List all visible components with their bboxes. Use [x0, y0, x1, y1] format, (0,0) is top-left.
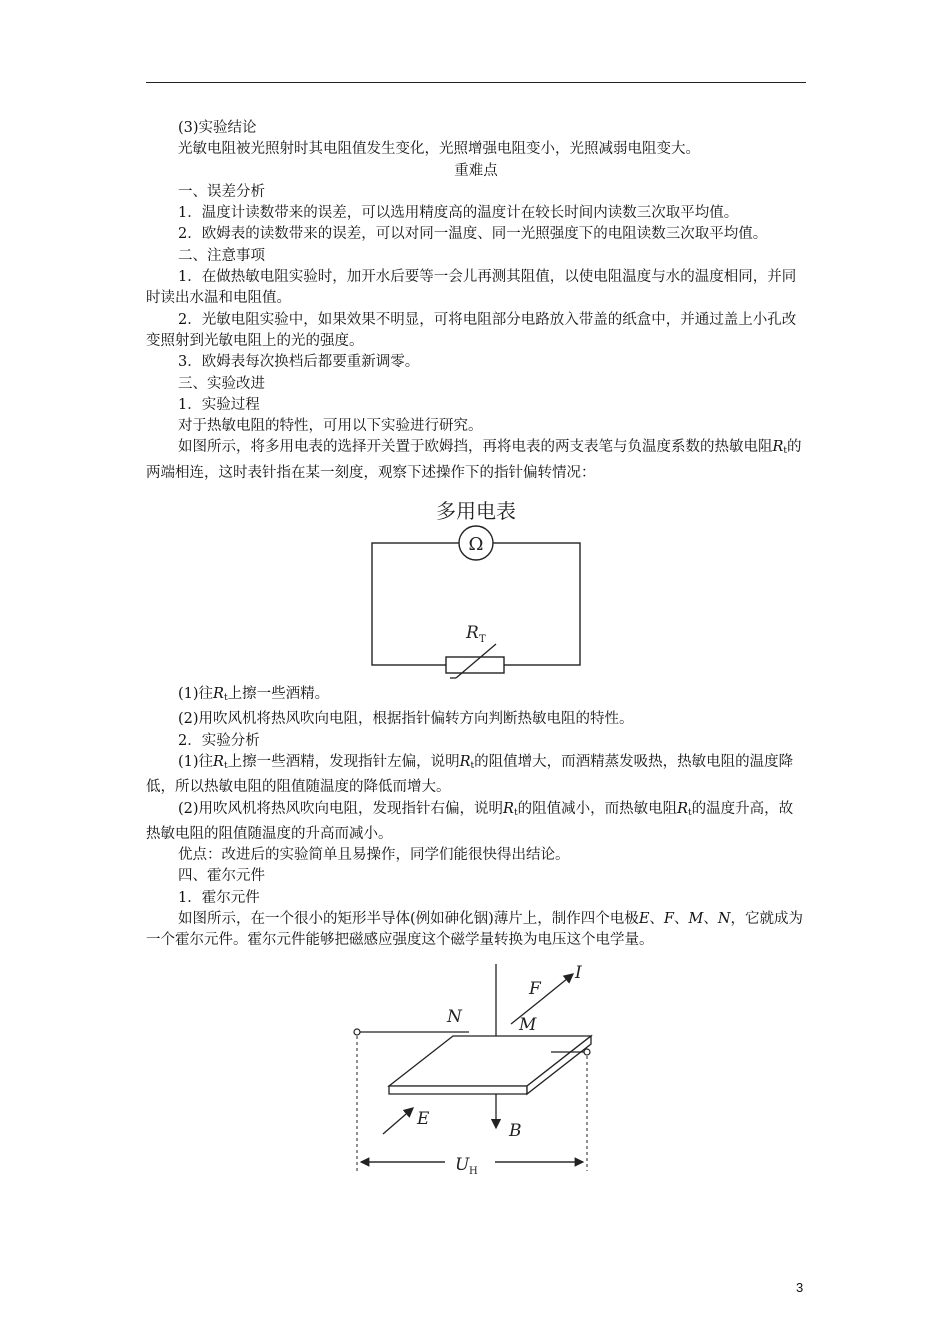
page-number: 3	[796, 1280, 804, 1295]
thermistor-label: R	[466, 623, 479, 644]
paragraph: 如图所示，在一个很小的矩形半导体(例如砷化铟)薄片上，制作四个电极E、F、M、N，它就成为一个霍尔元件。霍尔元件能够把磁感应强度这个磁学量转换为电压这个电学量。	[146, 911, 804, 949]
subheading: 2．实验分析	[178, 732, 260, 749]
paragraph: (2)用吹风机将热风吹向电阻，根据指针偏转方向判断热敏电阻的特性。	[178, 711, 634, 728]
svg-text:E: E	[417, 1108, 430, 1129]
header-rule	[146, 82, 806, 83]
svg-text:I: I	[575, 962, 582, 983]
heading-precautions: 二、注意事项	[178, 247, 265, 264]
paragraph: (1)往$R_t$上擦一些酒精，发现指针左偏，说明$R_t$的阻值增大，而酒精蒸发吸热，热敏电阻的温度降低，所以热敏电阻的阻值随温度的降低而增大。	[146, 753, 794, 796]
thermistor-label-sub: T	[479, 634, 486, 646]
multimeter-circuit-figure	[360, 488, 592, 680]
symbol-rt: $R_t$	[772, 439, 788, 457]
svg-text:M: M	[519, 1014, 537, 1035]
heading-hall-element: 四、霍尔元件	[178, 868, 265, 885]
paragraph: 1．温度计读数带来的误差，可以选用精度高的温度计在较长时间内读数三次取平均值。	[178, 205, 739, 222]
document-body	[146, 118, 806, 1185]
svg-text:N: N	[447, 1006, 462, 1027]
ohm-symbol: Ω	[468, 534, 484, 556]
paragraph: 3．欧姆表每次换档后都要重新调零。	[178, 354, 420, 371]
paragraph: 2．光敏电阻实验中，如果效果不明显，可将电阻部分电路放入带盖的纸盒中，并通过盖上小孔改变照射到光敏电阻上的光的强度。	[146, 311, 797, 349]
svg-text:U: U	[455, 1154, 470, 1175]
right-terminal-icon	[584, 1049, 590, 1055]
paragraph: 2．欧姆表的读数带来的误差，可以对同一温度、同一光照强度下的电阻读数三次取平均值。	[178, 226, 768, 243]
paragraph: (2)用吹风机将热风吹向电阻，发现指针右偏，说明$R_t$的阻值减小，而热敏电阻$R_t$的温度升高，故热敏电阻的阻值随温度的升高而减小。	[146, 800, 794, 842]
heading-error-analysis: 一、误差分析	[178, 183, 265, 200]
figure-title: 多用电表	[436, 499, 516, 524]
hall-element-figure	[351, 956, 601, 1181]
heading-improvement: 三、实验改进	[178, 375, 265, 392]
left-terminal-icon	[354, 1029, 360, 1035]
paragraph: (1)往$R_t$上擦一些酒精。	[178, 686, 330, 704]
subheading: 1．霍尔元件	[178, 889, 260, 906]
section-title: 重难点	[454, 162, 498, 179]
paragraph: 对于热敏电阻的特性，可用以下实验进行研究。	[178, 418, 483, 435]
paragraph: 光敏电阻被光照射时其电阻值发生变化，光照增强电阻变小，光照减弱电阻变大。	[178, 141, 700, 158]
svg-text:F: F	[529, 978, 541, 999]
subheading: 1．实验过程	[178, 396, 260, 413]
paragraph: 如图所示，将多用电表的选择开关置于欧姆挡，再将电表的两支表笔与负温度系数的热敏电阻$R_t$的两端相连，这时表针指在某一刻度，观察下述操作下的指针偏转情况：	[146, 439, 802, 481]
subheading-conclusion: (3)实验结论	[178, 120, 257, 136]
svg-text:H: H	[469, 1165, 478, 1177]
thermistor-icon	[446, 657, 504, 673]
svg-text:B: B	[509, 1120, 522, 1141]
paragraph: 1．在做热敏电阻实验时，加开水后要等一会儿再测其阻值，以使电阻温度与水的温度相同，并同时读出水温和电阻值。	[146, 269, 797, 307]
paragraph: 优点：改进后的实验简单且易操作，同学们能很快得出结论。	[178, 847, 570, 864]
